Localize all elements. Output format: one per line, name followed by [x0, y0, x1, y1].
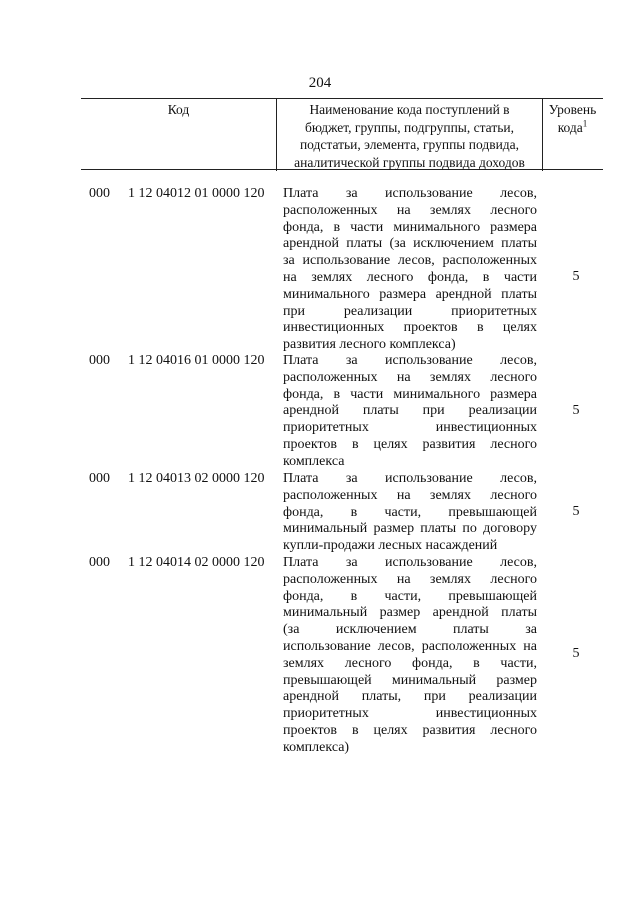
- row-description: [283, 353, 537, 471]
- description-line: приоритетных инвестиционных: [283, 420, 537, 436]
- row-code: 1 12 04012 01 0000 120: [128, 186, 265, 201]
- description-line: расположенных на землях лесного: [283, 487, 537, 503]
- row-code-prefix: 000: [89, 555, 110, 570]
- description-line: (за исключением платы за: [283, 622, 537, 638]
- row-level: 5: [572, 646, 580, 661]
- description-line: арендной платы, при реализации: [283, 689, 537, 705]
- header-level-column: [542, 99, 603, 171]
- description-line: минимального размера арендной платы: [283, 286, 537, 302]
- header-code-label: Код: [167, 102, 190, 117]
- table-row: [0, 186, 640, 354]
- description-line: фонда, в части, превышающей: [283, 504, 537, 520]
- description-line: фонда, в части, превышающей: [283, 588, 537, 604]
- row-level: 5: [572, 403, 580, 418]
- row-description: [283, 555, 537, 757]
- description-line: превышающей минимальный размер: [283, 672, 537, 688]
- footnote-marker: 1: [582, 118, 588, 128]
- row-code-prefix: 000: [89, 186, 110, 201]
- description-line: приоритетных инвестиционных: [283, 706, 537, 722]
- description-line: расположенных на землях лесного: [283, 202, 537, 218]
- table-row: [0, 353, 640, 471]
- description-line: проектов в целях развития лесного: [283, 436, 537, 452]
- description-line: минимальный размер платы по договору: [283, 521, 537, 537]
- description-line: расположенных на землях лесного: [283, 369, 537, 385]
- description-line: Плата за использование лесов,: [283, 353, 537, 368]
- description-line: Плата за использование лесов,: [283, 471, 537, 486]
- row-level: 5: [572, 504, 580, 519]
- description-line: использование лесов, расположенных на: [283, 638, 537, 654]
- description-line: развития лесного комплекса): [283, 337, 456, 353]
- description-line: фонда, в части минимального размера: [283, 219, 537, 235]
- description-line: на землях лесного фонда, в части: [283, 269, 537, 285]
- description-line: проектов в целях развития лесного: [283, 722, 537, 738]
- row-code: 1 12 04016 01 0000 120: [128, 353, 265, 368]
- row-code-prefix: 000: [89, 353, 110, 368]
- description-line: арендной платы при реализации: [283, 403, 537, 419]
- description-line: инвестиционных проектов в целях: [283, 320, 537, 336]
- table-row: [0, 555, 640, 757]
- table-row: [0, 471, 640, 555]
- description-line: при реализации приоритетных: [283, 303, 537, 319]
- row-code: 1 12 04013 02 0000 120: [128, 471, 265, 486]
- header-code-column: [81, 99, 276, 169]
- description-line: землях лесного фонда, в части,: [283, 655, 537, 671]
- row-level: 5: [572, 269, 580, 284]
- description-line: комплекса: [283, 453, 345, 469]
- row-description: [283, 471, 537, 555]
- description-line: расположенных на землях лесного: [283, 571, 537, 587]
- header-name-line: аналитической группы подвида доходов: [294, 154, 525, 170]
- header-level-label: кода: [557, 119, 583, 135]
- row-description: [283, 186, 537, 354]
- page-number: 204: [308, 75, 332, 91]
- description-line: арендной платы (за исключением платы: [283, 236, 537, 252]
- header-level-line-2: [542, 119, 603, 137]
- header-name-line: подстатьи, элемента, группы подвида,: [299, 137, 520, 152]
- description-line: за использование лесов, расположенных: [283, 253, 537, 269]
- description-line: минимальный размер арендной платы: [283, 605, 537, 621]
- description-line: комплекса): [283, 739, 350, 755]
- description-line: Плата за использование лесов,: [283, 186, 537, 201]
- description-line: купли-продажи лесных насаждений: [283, 538, 498, 554]
- header-name-line: бюджет, группы, подгруппы, статьи,: [305, 119, 514, 135]
- description-line: фонда, в части минимального размера: [283, 386, 537, 402]
- header-level-line: Уровень: [548, 102, 597, 117]
- description-line: Плата за использование лесов,: [283, 555, 537, 570]
- header-name-column: [276, 99, 543, 171]
- row-code-prefix: 000: [89, 471, 110, 486]
- header-name-line: Наименование кода поступлений в: [309, 102, 510, 117]
- row-code: 1 12 04014 02 0000 120: [128, 555, 265, 570]
- table-header: [81, 98, 603, 170]
